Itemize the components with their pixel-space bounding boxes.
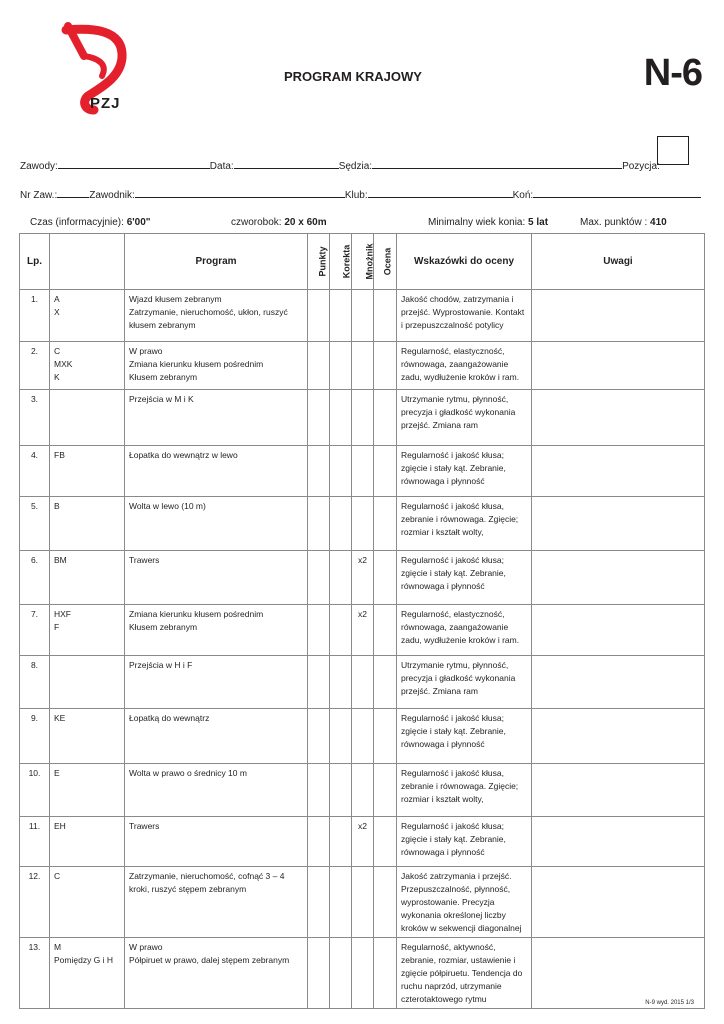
row-number: 9. <box>20 709 50 764</box>
program-line: Kłusem zebranym <box>129 622 198 632</box>
uwagi-cell[interactable] <box>532 342 705 390</box>
col-wskazowki: Wskazówki do oceny <box>397 234 532 290</box>
row-wskazowki: Regularność i jakość kłusa, zebranie i równowaga. Zgięcie; rozmiar i kształt wolty, <box>397 764 532 817</box>
ocena-cell[interactable] <box>374 709 397 764</box>
uwagi-cell[interactable] <box>532 446 705 497</box>
row-program <box>125 605 308 656</box>
row-program <box>125 497 308 551</box>
uwagi-cell[interactable] <box>532 497 705 551</box>
mnoznik-cell: x2 <box>352 605 374 656</box>
mnoznik-cell <box>352 764 374 817</box>
uwagi-cell[interactable] <box>532 709 705 764</box>
wiek-info <box>428 217 548 228</box>
sedzia-label: Sędzia: <box>338 161 373 172</box>
nr-zaw-label: Nr Zaw.: <box>20 190 58 201</box>
ocena-cell[interactable] <box>374 390 397 446</box>
czas-value: 6'00" <box>126 217 151 228</box>
arena-letter: A <box>54 294 60 304</box>
arena-letter: M <box>54 942 62 952</box>
max-info <box>580 217 667 228</box>
program-line: Kłusem zebranym <box>129 372 198 382</box>
table-row <box>20 817 705 867</box>
col-uwagi: Uwagi <box>532 234 705 290</box>
punkty-cell[interactable] <box>308 817 330 867</box>
col-korekta: Korekta <box>330 234 352 290</box>
table-row <box>20 709 705 764</box>
table-row <box>20 290 705 342</box>
ocena-cell[interactable] <box>374 764 397 817</box>
row-letters <box>50 709 125 764</box>
program-line: Zmiana kierunku kłusem pośrednim <box>129 359 264 369</box>
punkty-cell[interactable] <box>308 446 330 497</box>
punkty-cell[interactable] <box>308 656 330 709</box>
table-row <box>20 551 705 605</box>
uwagi-cell[interactable] <box>532 764 705 817</box>
uwagi-cell[interactable] <box>532 605 705 656</box>
program-line: Zmiana kierunku kłusem pośrednim <box>129 609 264 619</box>
table-row <box>20 446 705 497</box>
row-number: 12. <box>20 867 50 938</box>
program-line: Przejścia w M i K <box>129 394 194 404</box>
row-number: 10. <box>20 764 50 817</box>
table-row <box>20 938 705 1009</box>
uwagi-cell[interactable] <box>532 867 705 938</box>
wiek-value: 5 lat <box>528 217 549 228</box>
row-wskazowki: Regularność, elastyczność, równowaga, zaangażowanie zadu, wydłużenie kroków i ram. <box>397 605 532 656</box>
document-title: PROGRAM KRAJOWY <box>284 69 422 84</box>
row-program <box>125 290 308 342</box>
czworobok-info <box>231 217 327 228</box>
footer-edition: N-9 wyd. 2015 1/3 <box>645 1000 694 1006</box>
row-letters <box>50 390 125 446</box>
pozycja-box[interactable] <box>657 136 689 165</box>
arena-letter: Pomiędzy G i H <box>54 955 114 965</box>
korekta-cell[interactable] <box>330 551 352 605</box>
korekta-cell[interactable] <box>330 867 352 938</box>
row-program <box>125 390 308 446</box>
row-letters <box>50 605 125 656</box>
row-number: 1. <box>20 290 50 342</box>
ocena-cell[interactable] <box>374 867 397 938</box>
punkty-cell[interactable] <box>308 497 330 551</box>
col-program: Program <box>125 234 308 290</box>
arena-letter: KE <box>54 713 66 723</box>
zawody-label: Zawody: <box>20 161 58 172</box>
arena-letter: C <box>54 871 61 881</box>
col-lp: Lp. <box>20 234 50 290</box>
row-letters <box>50 656 125 709</box>
ocena-cell[interactable] <box>374 551 397 605</box>
ocena-cell[interactable] <box>374 938 397 1009</box>
zawodnik-label: Zawodnik: <box>89 190 135 201</box>
program-line: Przejścia w H i F <box>129 660 193 670</box>
mnoznik-cell <box>352 342 374 390</box>
punkty-cell[interactable] <box>308 938 330 1009</box>
program-line: Zatrzymanie, nieruchomość, ukłon, ruszyć kłusem zebranym <box>129 307 288 330</box>
punkty-cell[interactable] <box>308 290 330 342</box>
arena-letter: MXK <box>54 359 73 369</box>
arena-letter: C <box>54 346 61 356</box>
korekta-cell[interactable] <box>330 390 352 446</box>
klub-label: Klub: <box>344 190 368 201</box>
nr-zaw-field[interactable] <box>57 187 89 198</box>
punkty-cell[interactable] <box>308 390 330 446</box>
arena-letter: K <box>54 372 60 382</box>
program-line: Łopatka do wewnątrz w lewo <box>129 450 238 460</box>
arena-letter: F <box>54 622 60 632</box>
row-program <box>125 867 308 938</box>
czas-label: Czas (informacyjnie): <box>30 217 124 228</box>
korekta-cell[interactable] <box>330 709 352 764</box>
uwagi-cell[interactable] <box>532 656 705 709</box>
program-line: Zatrzymanie, nieruchomość, cofnąć 3 – 4 kroki, ruszyć stępem zebranym <box>129 871 285 894</box>
uwagi-cell[interactable] <box>532 290 705 342</box>
row-wskazowki: Utrzymanie rytmu, płynność, precyzja i gładkość wykonania przejść. Zmiana ram <box>397 656 532 709</box>
table-row <box>20 764 705 817</box>
row-program <box>125 446 308 497</box>
korekta-cell[interactable] <box>330 342 352 390</box>
arena-letter: FB <box>54 450 65 460</box>
korekta-cell[interactable] <box>330 938 352 1009</box>
sedzia-field[interactable] <box>372 158 622 169</box>
row-wskazowki: Jakość zatrzymania i przejść. Przepuszczalność, płynność, wyprostowanie. Precyzja wykonania określonej liczby kroków w sekwencji diagonalnej <box>397 867 532 938</box>
row-program <box>125 817 308 867</box>
test-code: N-6 <box>643 52 702 94</box>
row-letters <box>50 342 125 390</box>
zawodnik-field[interactable] <box>135 187 345 198</box>
mnoznik-cell: x2 <box>352 817 374 867</box>
row-program <box>125 938 308 1009</box>
col-punkty: Punkty <box>308 234 330 290</box>
arena-letter: X <box>54 307 60 317</box>
korekta-cell[interactable] <box>330 290 352 342</box>
arena-letter: HXF <box>54 609 71 619</box>
row-wskazowki: Regularność i jakość kłusa, zebranie i równowaga. Zgięcie; rozmiar i kształt wolty, <box>397 497 532 551</box>
row-wskazowki: Regularność i jakość kłusa; zgięcie i stały kąt. Zebranie, równowaga i płynność <box>397 446 532 497</box>
ocena-cell[interactable] <box>374 446 397 497</box>
program-line: Trawers <box>129 821 160 831</box>
korekta-cell[interactable] <box>330 817 352 867</box>
punkty-cell[interactable] <box>308 342 330 390</box>
row-letters <box>50 764 125 817</box>
row-letters <box>50 867 125 938</box>
row-wskazowki: Utrzymanie rytmu, płynność, precyzja i gładkość wykonania przejść. Zmiana ram <box>397 390 532 446</box>
arena-letter: E <box>54 768 60 778</box>
korekta-cell[interactable] <box>330 656 352 709</box>
table-row <box>20 342 705 390</box>
row-wskazowki: Regularność, elastyczność, równowaga, zaangażowanie zadu, wydłużenie kroków i ram. <box>397 342 532 390</box>
punkty-cell[interactable] <box>308 605 330 656</box>
mnoznik-cell <box>352 938 374 1009</box>
uwagi-cell[interactable] <box>532 551 705 605</box>
uwagi-cell[interactable] <box>532 390 705 446</box>
max-label: Max. punktów : <box>580 217 648 228</box>
program-table <box>19 233 705 1009</box>
row-program <box>125 764 308 817</box>
mnoznik-cell <box>352 867 374 938</box>
punkty-cell[interactable] <box>308 551 330 605</box>
row-number: 5. <box>20 497 50 551</box>
row-number: 4. <box>20 446 50 497</box>
row-number: 3. <box>20 390 50 446</box>
row-wskazowki: Regularność, aktywność, zebranie, rozmiar, ustawienie i zgięcie półpiruetu. Tendencja do ruchu naprzód, utrzymanie czterotaktowego rytmu <box>397 938 532 1009</box>
czas-info <box>30 217 151 228</box>
program-line: W prawo <box>129 942 163 952</box>
table-row <box>20 497 705 551</box>
table-header <box>20 234 705 290</box>
row-wskazowki: Regularność i jakość kłusa; zgięcie i stały kąt. Zebranie, równowaga i płynność <box>397 551 532 605</box>
ocena-cell[interactable] <box>374 605 397 656</box>
row-number: 13. <box>20 938 50 1009</box>
mnoznik-cell <box>352 497 374 551</box>
mnoznik-cell <box>352 709 374 764</box>
program-line: Wolta w lewo (10 m) <box>129 501 206 511</box>
zawody-field[interactable] <box>58 158 210 169</box>
table-row <box>20 656 705 709</box>
col-letters <box>50 234 125 290</box>
row-program <box>125 551 308 605</box>
uwagi-cell[interactable] <box>532 938 705 1009</box>
program-line: W prawo <box>129 346 163 356</box>
row-number: 6. <box>20 551 50 605</box>
program-line: Trawers <box>129 555 160 565</box>
mnoznik-cell <box>352 656 374 709</box>
klub-field[interactable] <box>368 187 513 198</box>
pozycja-label: Pozycja: <box>622 161 660 172</box>
row-letters <box>50 290 125 342</box>
mnoznik-cell: x2 <box>352 551 374 605</box>
row-number: 2. <box>20 342 50 390</box>
table-row <box>20 867 705 938</box>
punkty-cell[interactable] <box>308 867 330 938</box>
mnoznik-cell <box>352 446 374 497</box>
row-number: 7. <box>20 605 50 656</box>
row-letters <box>50 446 125 497</box>
form-row-1 <box>20 158 660 172</box>
col-ocena: Ocena <box>374 234 397 290</box>
punkty-cell[interactable] <box>308 764 330 817</box>
col-mnoznik: Mnożnik <box>352 234 374 290</box>
row-number: 8. <box>20 656 50 709</box>
row-letters <box>50 938 125 1009</box>
table-row <box>20 605 705 656</box>
program-line: Półpiruet w prawo, dalej stępem zebranym <box>129 955 290 965</box>
ocena-cell[interactable] <box>374 290 397 342</box>
row-letters <box>50 497 125 551</box>
ocena-cell[interactable] <box>374 497 397 551</box>
program-line: Wjazd kłusem zebranym <box>129 294 222 304</box>
ocena-cell[interactable] <box>374 817 397 867</box>
data-field[interactable] <box>234 158 339 169</box>
arena-letter: BM <box>54 555 67 565</box>
ocena-cell[interactable] <box>374 656 397 709</box>
mnoznik-cell <box>352 290 374 342</box>
row-program <box>125 709 308 764</box>
korekta-cell[interactable] <box>330 605 352 656</box>
ocena-cell[interactable] <box>374 342 397 390</box>
kon-field[interactable] <box>533 187 701 198</box>
max-value: 410 <box>650 217 667 228</box>
wiek-label: Minimalny wiek konia: <box>428 217 526 228</box>
row-letters <box>50 817 125 867</box>
row-wskazowki: Regularność i jakość kłusa; zgięcie i stały kąt. Zebranie, równowaga i płynność <box>397 817 532 867</box>
mnoznik-cell <box>352 390 374 446</box>
program-line: Wolta w prawo o średnicy 10 m <box>129 768 247 778</box>
row-program <box>125 656 308 709</box>
row-number: 11. <box>20 817 50 867</box>
kon-label: Koń: <box>512 190 534 201</box>
form-row-2 <box>20 187 701 201</box>
logo-text: PZJ <box>90 95 121 112</box>
row-wskazowki: Jakość chodów, zatrzymania i przejść. Wyprostowanie. Kontakt i przepuszczalność potylicy <box>397 290 532 342</box>
arena-letter: EH <box>54 821 66 831</box>
korekta-cell[interactable] <box>330 446 352 497</box>
korekta-cell[interactable] <box>330 497 352 551</box>
korekta-cell[interactable] <box>330 764 352 817</box>
uwagi-cell[interactable] <box>532 817 705 867</box>
table-row <box>20 390 705 446</box>
arena-letter: B <box>54 501 60 511</box>
row-letters <box>50 551 125 605</box>
program-line: Łopatką do wewnątrz <box>129 713 210 723</box>
punkty-cell[interactable] <box>308 709 330 764</box>
row-wskazowki: Regularność i jakość kłusa; zgięcie i stały kąt. Zebranie, równowaga i płynność <box>397 709 532 764</box>
data-label: Data: <box>209 161 234 172</box>
row-program <box>125 342 308 390</box>
czworobok-label: czworobok: <box>231 217 282 228</box>
czworobok-value: 20 x 60m <box>284 217 327 228</box>
